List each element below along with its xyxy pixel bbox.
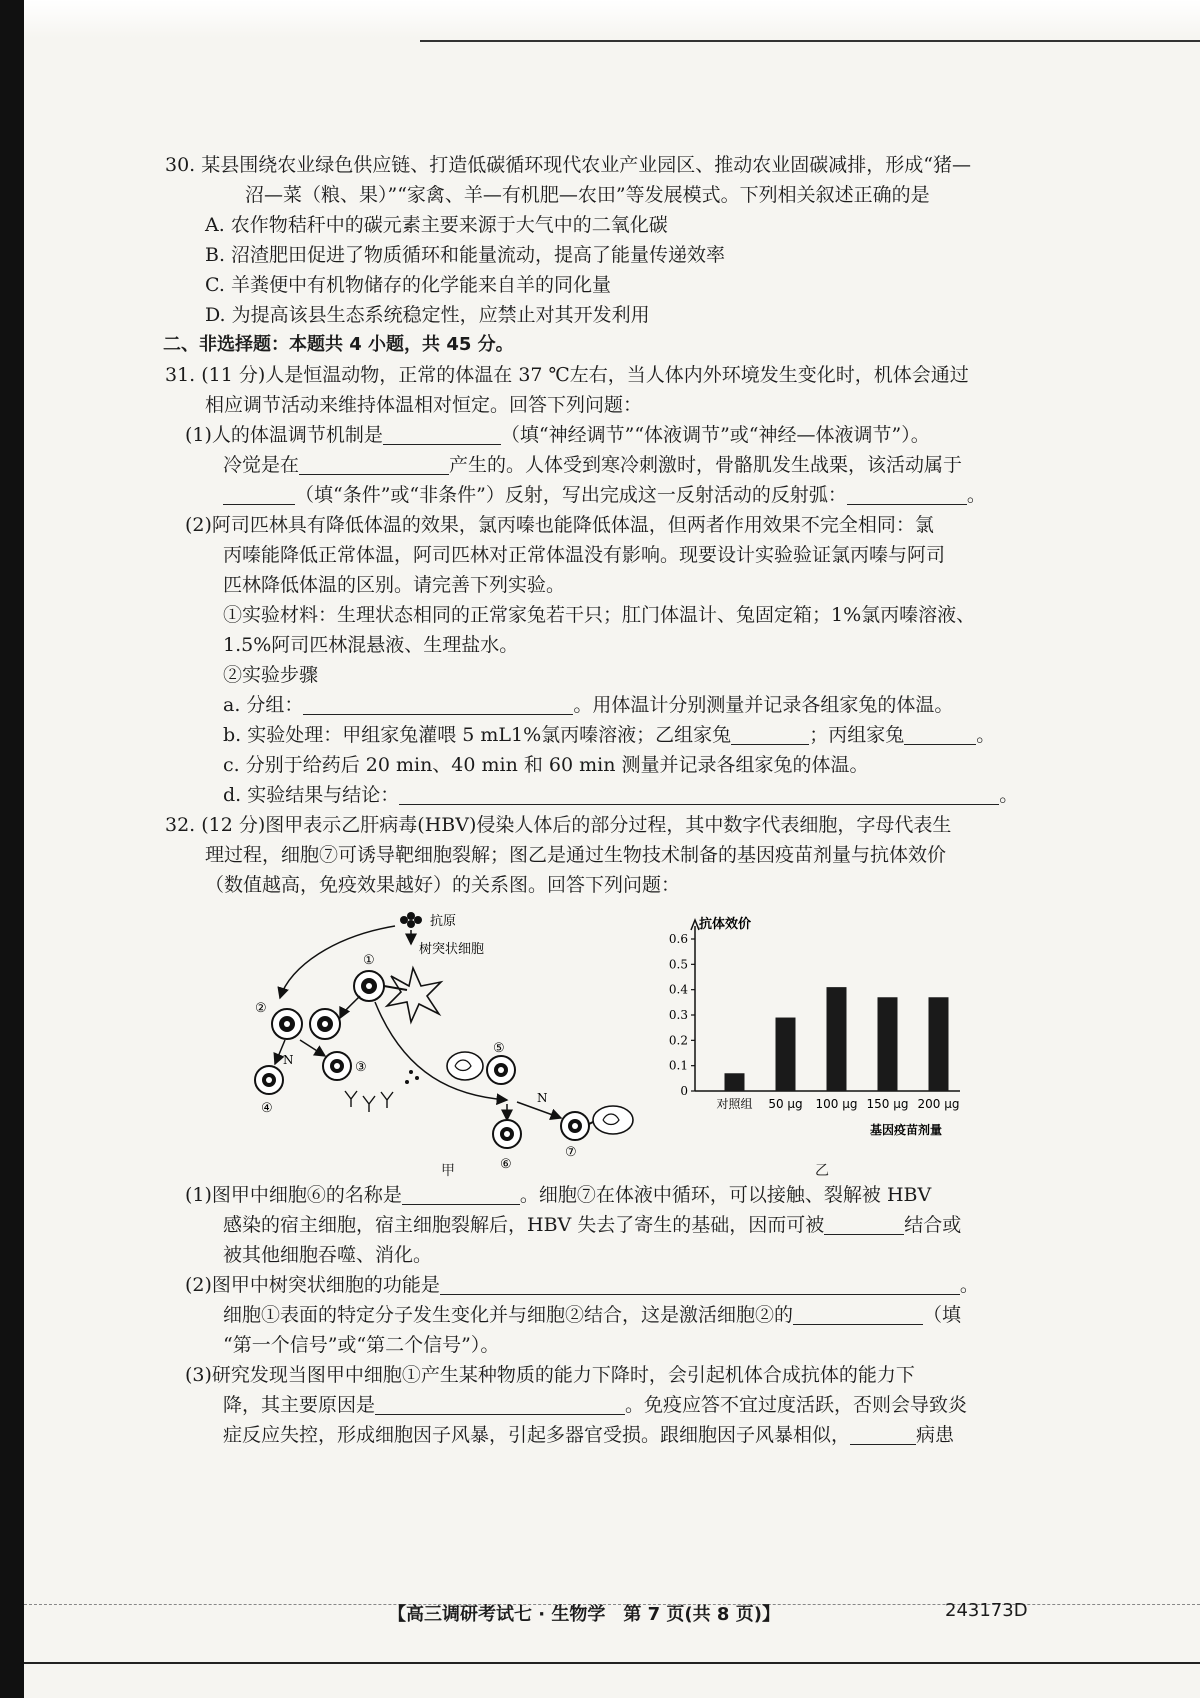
answer-blank[interactable] — [303, 694, 573, 715]
answer-blank[interactable] — [850, 1424, 916, 1445]
x-axis-title: 基因疫苗剂量 — [870, 1123, 943, 1137]
antibody-titer-chart — [665, 906, 985, 1179]
category-label: 对照组 — [716, 1097, 753, 1111]
y-tick-label: 0.5 — [668, 957, 688, 972]
top-rule — [420, 40, 1200, 42]
category-label: 200 μg — [917, 1097, 960, 1111]
q32-stem-2: 理过程，细胞⑦可诱导靶细胞裂解；图乙是通过生物技术制备的基因疫苗剂量与抗体效价 — [205, 844, 947, 866]
antigen-icon — [400, 912, 422, 928]
bar-3 — [878, 997, 898, 1091]
dendritic-cell-icon — [387, 968, 441, 1022]
dendritic-cell-label: 树突状细胞 — [419, 942, 485, 957]
bottom-rule — [24, 1662, 1200, 1664]
label-6: ⑥ — [500, 1157, 512, 1172]
cell-2-icon — [272, 1009, 340, 1039]
q31-step-b: b. 实验处理：甲组家兔灌喂 5 mL1%氯丙嗪溶液；乙组家兔 ；丙组家兔 。 — [223, 724, 996, 746]
footer-title: 【高三调研考试七 · 生物学 第 7 页(共 8 页)】 — [388, 1604, 780, 1625]
answer-blank[interactable] — [399, 784, 999, 805]
figure-b-caption: 乙 — [815, 1163, 829, 1179]
cell-6-icon — [493, 1120, 521, 1148]
q31-materials-2: 1.5%阿司匹林混悬液、生理盐水。 — [223, 634, 519, 656]
immune-process-diagram — [245, 906, 665, 1179]
category-label: 100 μg — [815, 1097, 858, 1111]
label-7: ⑦ — [565, 1145, 577, 1160]
cell-3-icon — [323, 1052, 351, 1080]
q31-part2-line2: 丙嗪能降低正常体温，阿司匹林对正常体温没有影响。现要设计实验验证氯丙嗪与阿司 — [223, 544, 946, 566]
q30-option-a: A. 农作物秸秆中的碳元素主要来源于大气中的二氧化碳 — [205, 214, 668, 236]
section-heading: 二、非选择题：本题共 4 小题，共 45 分。 — [163, 334, 514, 355]
q32-stem-3: （数值越高，免疫效果越好）的关系图。回答下列问题： — [205, 874, 681, 896]
diagram-svg — [245, 906, 665, 1176]
answer-blank[interactable] — [440, 1274, 960, 1295]
label-5: ⑤ — [493, 1041, 505, 1056]
answer-blank[interactable] — [402, 1184, 520, 1205]
q30-option-d: D. 为提高该县生态系统稳定性，应禁止对其开发利用 — [205, 304, 650, 326]
y-tick-label: 0.4 — [668, 982, 688, 997]
answer-blank[interactable] — [793, 1304, 923, 1325]
bar-0 — [725, 1073, 745, 1091]
answer-blank[interactable] — [731, 724, 809, 745]
category-label: 50 μg — [768, 1097, 803, 1111]
cell-7-icon — [561, 1106, 633, 1140]
q32-part2-line2: 细胞①表面的特定分子发生变化并与细胞②结合，这是激活细胞②的 （填 — [223, 1304, 962, 1326]
label-1: ① — [363, 953, 375, 968]
q31-part2-line3: 匹林降低体温的区别。请完善下列实验。 — [223, 574, 566, 596]
cell-4-icon — [255, 1066, 283, 1094]
answer-blank[interactable] — [847, 484, 967, 505]
label-3: ③ — [355, 1060, 367, 1075]
category-label: 150 μg — [866, 1097, 909, 1111]
q32-part2-line1: (2)图甲中树突状细胞的功能是 。 — [185, 1274, 979, 1296]
bar-1 — [776, 1018, 796, 1091]
virus-particles-icon — [405, 1070, 419, 1084]
q32-part1-line2: 感染的宿主细胞，宿主细胞裂解后，HBV 失去了寄生的基础，因而可被 结合或 — [223, 1214, 962, 1236]
q31-steps-heading: ②实验步骤 — [223, 664, 319, 686]
y-tick-label: 0.2 — [668, 1033, 688, 1048]
answer-blank[interactable] — [299, 454, 449, 475]
q30-option-b: B. 沼渣肥田促进了物质循环和能量流动，提高了能量传递效率 — [205, 244, 726, 266]
answer-blank[interactable] — [824, 1214, 904, 1235]
antibody-icon — [345, 1091, 393, 1112]
answer-blank[interactable] — [383, 424, 501, 445]
answer-blank[interactable] — [904, 724, 976, 745]
q31-part2-line1: (2)阿司匹林具有降低体温的效果，氯丙嗪也能降低体温，但两者作用效果不完全相同：氯 — [185, 514, 934, 536]
y-tick-label: 0.1 — [668, 1058, 688, 1073]
q30-stem: 30. 某县围绕农业绿色供应链、打造低碳循环现代农业产业园区、推动农业固碳减排，形成“猪— 沼—菜（粮、果）”“家禽、羊—有机肥—农田”等发展模式。下列相关叙述正确的是 — [165, 154, 971, 206]
q31-materials-1: ①实验材料：生理状态相同的正常家兔若干只；肛门体温计、兔固定箱；1%氯丙嗪溶液、 — [223, 604, 976, 626]
y-tick-label: 0.3 — [668, 1008, 688, 1022]
q31-part1-line3: （填“条件”或“非条件”）反射，写出完成这一反射活动的反射弧： 。 — [165, 480, 1125, 510]
q32-part2-line3: “第一个信号”或“第二个信号”）。 — [223, 1334, 500, 1356]
antigen-label: 抗原 — [430, 914, 457, 929]
infected-host-cell-icon — [447, 1052, 483, 1080]
q31-step-a: a. 分组： 。用体温计分别测量并记录各组家兔的体温。 — [223, 694, 954, 716]
q32-part3-line2: 降，其主要原因是 。免疫应答不宜过度活跃，否则会导致炎 — [223, 1394, 968, 1416]
cell-5-icon — [487, 1056, 515, 1084]
scan-border — [0, 0, 24, 1698]
label-4: ④ — [261, 1101, 273, 1116]
q32-part3-line1: (3)研究发现当图甲中细胞①产生某种物质的能力下降时，会引起机体合成抗体的能力下 — [185, 1364, 915, 1386]
q31-stem-1: 31. (11 分)人是恒温动物，正常的体温在 37 ℃左右，当人体内外环境发生变化时，机体会通过 — [165, 364, 969, 386]
q31-part1-line1: (1)人的体温调节机制是 （填“神经调节”“体液调节”或“神经—体液调节”）。 — [185, 424, 930, 446]
exam-content — [165, 150, 1125, 1450]
q32-part3-line3: 症反应失控，形成细胞因子风暴，引起多器官受损。跟细胞因子风暴相似， 病患 — [223, 1424, 955, 1446]
y-tick-label: 0.6 — [668, 932, 688, 946]
q32-stem-1: 32. (12 分)图甲表示乙肝病毒(HBV)侵染人体后的部分过程，其中数字代表细胞，字母代表生 — [165, 814, 952, 836]
q31-stem-2: 相应调节活动来维持体温相对恒定。回答下列问题： — [205, 394, 643, 416]
q31-step-c: c. 分别于给药后 20 min、40 min 和 60 min 测量并记录各组家兔的体温。 — [223, 754, 869, 776]
q32-part1-line1: (1)图甲中细胞⑥的名称是 。细胞⑦在体液中循环，可以接触、裂解被 HBV — [185, 1184, 932, 1206]
y-axis-title: 抗体效价 — [699, 917, 752, 932]
figure-row — [165, 906, 1125, 1179]
chart-svg — [665, 906, 985, 1176]
scan-top-margin — [24, 0, 1200, 38]
label-N-right: N — [537, 1091, 548, 1105]
q30-option-c: C. 羊粪便中有机物储存的化学能来自羊的同化量 — [205, 274, 611, 296]
figure-a-caption: 甲 — [441, 1163, 455, 1179]
answer-blank[interactable] — [223, 484, 295, 505]
answer-blank[interactable] — [375, 1394, 625, 1415]
bar-4 — [929, 997, 949, 1091]
label-2: ② — [255, 1001, 267, 1016]
y-tick-label: 0 — [680, 1084, 688, 1098]
q31-step-d: d. 实验结果与结论： 。 — [223, 784, 1019, 806]
paper-code: 243173D — [945, 1600, 1028, 1621]
label-N-left: N — [283, 1053, 294, 1067]
q31-part1-line2: 冷觉是在 产生的。人体受到寒冷刺激时，骨骼肌发生战栗，该活动属于 — [223, 454, 963, 476]
bar-2 — [827, 987, 847, 1091]
q32-part1-line3: 被其他细胞吞噬、消化。 — [223, 1244, 433, 1266]
